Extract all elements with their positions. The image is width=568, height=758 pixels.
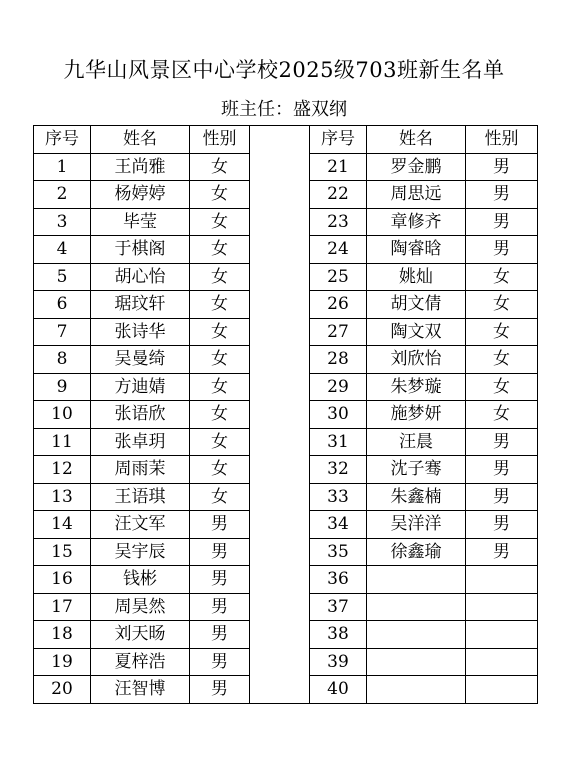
student-no: 32 xyxy=(310,456,367,484)
student-gender: 女 xyxy=(190,291,250,319)
header-no: 序号 xyxy=(310,126,367,154)
table-row xyxy=(34,181,538,209)
column-gap xyxy=(250,483,310,511)
column-gap xyxy=(250,236,310,264)
student-no: 3 xyxy=(34,208,91,236)
table-row xyxy=(34,676,538,704)
student-no: 34 xyxy=(310,511,367,539)
table-row xyxy=(34,263,538,291)
header-row xyxy=(34,126,538,154)
student-gender xyxy=(466,621,538,649)
header-no: 序号 xyxy=(34,126,91,154)
student-gender: 男 xyxy=(190,566,250,594)
student-name: 陶文双 xyxy=(367,318,466,346)
student-no: 33 xyxy=(310,483,367,511)
student-name xyxy=(367,648,466,676)
student-gender: 女 xyxy=(466,401,538,429)
table-row xyxy=(34,593,538,621)
student-no: 23 xyxy=(310,208,367,236)
column-gap xyxy=(250,263,310,291)
student-name: 王语琪 xyxy=(91,483,190,511)
student-no: 17 xyxy=(34,593,91,621)
student-no: 28 xyxy=(310,346,367,374)
table-row xyxy=(34,456,538,484)
student-gender: 男 xyxy=(466,456,538,484)
student-gender: 女 xyxy=(190,428,250,456)
student-gender: 女 xyxy=(190,153,250,181)
student-no: 40 xyxy=(310,676,367,704)
student-no: 12 xyxy=(34,456,91,484)
student-name: 吴宇辰 xyxy=(91,538,190,566)
student-gender: 男 xyxy=(466,236,538,264)
column-gap xyxy=(250,346,310,374)
student-no: 29 xyxy=(310,373,367,401)
student-no: 18 xyxy=(34,621,91,649)
column-gap xyxy=(250,593,310,621)
table-row xyxy=(34,428,538,456)
student-name: 陶睿晗 xyxy=(367,236,466,264)
student-name: 刘欣怡 xyxy=(367,346,466,374)
student-name xyxy=(367,566,466,594)
table-row xyxy=(34,566,538,594)
student-name: 夏梓浩 xyxy=(91,648,190,676)
table-row xyxy=(34,538,538,566)
student-no: 30 xyxy=(310,401,367,429)
column-gap xyxy=(250,291,310,319)
column-gap xyxy=(250,181,310,209)
student-no: 31 xyxy=(310,428,367,456)
student-gender: 男 xyxy=(466,428,538,456)
column-gap xyxy=(250,456,310,484)
student-gender: 女 xyxy=(466,373,538,401)
table-row xyxy=(34,346,538,374)
student-name: 张卓玥 xyxy=(91,428,190,456)
student-gender xyxy=(466,593,538,621)
student-name: 汪智博 xyxy=(91,676,190,704)
student-name: 张语欣 xyxy=(91,401,190,429)
student-gender: 女 xyxy=(190,346,250,374)
column-gap xyxy=(250,511,310,539)
student-name: 王尚雅 xyxy=(91,153,190,181)
student-name: 施梦妍 xyxy=(367,401,466,429)
column-gap xyxy=(250,648,310,676)
student-name: 吴洋洋 xyxy=(367,511,466,539)
table-row xyxy=(34,153,538,181)
table-row xyxy=(34,401,538,429)
student-name: 胡心怡 xyxy=(91,263,190,291)
student-name: 张诗华 xyxy=(91,318,190,346)
header-gender: 性别 xyxy=(190,126,250,154)
student-name: 于棋阁 xyxy=(91,236,190,264)
student-name: 钱彬 xyxy=(91,566,190,594)
student-gender: 女 xyxy=(190,318,250,346)
table-row xyxy=(34,236,538,264)
student-no: 4 xyxy=(34,236,91,264)
column-gap xyxy=(250,373,310,401)
student-name xyxy=(367,621,466,649)
student-no: 26 xyxy=(310,291,367,319)
student-name xyxy=(367,593,466,621)
student-gender xyxy=(466,566,538,594)
student-gender: 女 xyxy=(466,346,538,374)
table-row xyxy=(34,318,538,346)
student-roster-table xyxy=(33,125,538,704)
student-no: 2 xyxy=(34,181,91,209)
student-no: 22 xyxy=(310,181,367,209)
student-name: 沈子骞 xyxy=(367,456,466,484)
student-gender: 男 xyxy=(466,511,538,539)
table-row xyxy=(34,648,538,676)
student-no: 13 xyxy=(34,483,91,511)
student-gender: 男 xyxy=(466,208,538,236)
student-no: 9 xyxy=(34,373,91,401)
student-name: 胡文倩 xyxy=(367,291,466,319)
student-name: 琚玟轩 xyxy=(91,291,190,319)
student-gender: 女 xyxy=(190,456,250,484)
student-gender: 男 xyxy=(190,511,250,539)
student-no: 27 xyxy=(310,318,367,346)
student-gender: 女 xyxy=(190,373,250,401)
student-name: 姚灿 xyxy=(367,263,466,291)
student-name: 周雨茉 xyxy=(91,456,190,484)
student-name: 章修齐 xyxy=(367,208,466,236)
student-name: 朱鑫楠 xyxy=(367,483,466,511)
student-no: 38 xyxy=(310,621,367,649)
header-gender: 性别 xyxy=(466,126,538,154)
student-no: 25 xyxy=(310,263,367,291)
column-gap xyxy=(250,676,310,704)
student-gender: 男 xyxy=(466,483,538,511)
table-row xyxy=(34,483,538,511)
student-name: 毕莹 xyxy=(91,208,190,236)
student-no: 37 xyxy=(310,593,367,621)
student-gender: 女 xyxy=(190,263,250,291)
student-gender: 女 xyxy=(190,401,250,429)
student-name: 周昊然 xyxy=(91,593,190,621)
student-gender: 男 xyxy=(190,676,250,704)
table-row xyxy=(34,511,538,539)
student-no: 5 xyxy=(34,263,91,291)
student-no: 8 xyxy=(34,346,91,374)
column-gap xyxy=(250,318,310,346)
table-row xyxy=(34,208,538,236)
table-row xyxy=(34,291,538,319)
student-gender: 男 xyxy=(190,648,250,676)
student-gender xyxy=(466,676,538,704)
header-name: 姓名 xyxy=(367,126,466,154)
student-name: 朱梦璇 xyxy=(367,373,466,401)
student-no: 20 xyxy=(34,676,91,704)
student-name: 罗金鹏 xyxy=(367,153,466,181)
student-no: 10 xyxy=(34,401,91,429)
student-no: 6 xyxy=(34,291,91,319)
student-gender: 女 xyxy=(466,291,538,319)
student-gender: 女 xyxy=(190,483,250,511)
student-no: 35 xyxy=(310,538,367,566)
header-name: 姓名 xyxy=(91,126,190,154)
student-gender: 女 xyxy=(190,208,250,236)
student-name: 杨婷婷 xyxy=(91,181,190,209)
student-name: 汪晨 xyxy=(367,428,466,456)
student-no: 36 xyxy=(310,566,367,594)
column-gap xyxy=(250,621,310,649)
student-name: 周思远 xyxy=(367,181,466,209)
student-name: 方迪婧 xyxy=(91,373,190,401)
column-gap xyxy=(250,208,310,236)
column-gap xyxy=(250,401,310,429)
student-gender: 女 xyxy=(190,181,250,209)
student-gender xyxy=(466,648,538,676)
column-gap xyxy=(250,153,310,181)
student-name: 徐鑫瑜 xyxy=(367,538,466,566)
column-gap xyxy=(250,428,310,456)
student-gender: 男 xyxy=(190,593,250,621)
table-row xyxy=(34,373,538,401)
student-no: 14 xyxy=(34,511,91,539)
student-name: 汪文军 xyxy=(91,511,190,539)
student-name: 吴曼绮 xyxy=(91,346,190,374)
student-gender: 男 xyxy=(190,538,250,566)
page-title: 九华山风景区中心学校2025级703班新生名单 xyxy=(63,58,505,82)
student-no: 15 xyxy=(34,538,91,566)
student-gender: 女 xyxy=(190,236,250,264)
student-gender: 男 xyxy=(190,621,250,649)
class-teacher: 班主任：盛双纲 xyxy=(221,99,347,120)
student-no: 21 xyxy=(310,153,367,181)
student-gender: 男 xyxy=(466,181,538,209)
student-gender: 男 xyxy=(466,153,538,181)
student-name: 刘天旸 xyxy=(91,621,190,649)
student-gender: 女 xyxy=(466,318,538,346)
student-no: 1 xyxy=(34,153,91,181)
student-gender: 女 xyxy=(466,263,538,291)
column-gap xyxy=(250,566,310,594)
student-gender: 男 xyxy=(466,538,538,566)
student-no: 7 xyxy=(34,318,91,346)
column-gap xyxy=(250,538,310,566)
student-no: 11 xyxy=(34,428,91,456)
student-no: 39 xyxy=(310,648,367,676)
column-gap xyxy=(250,126,310,154)
table-row xyxy=(34,621,538,649)
student-no: 24 xyxy=(310,236,367,264)
student-no: 16 xyxy=(34,566,91,594)
student-no: 19 xyxy=(34,648,91,676)
student-name xyxy=(367,676,466,704)
